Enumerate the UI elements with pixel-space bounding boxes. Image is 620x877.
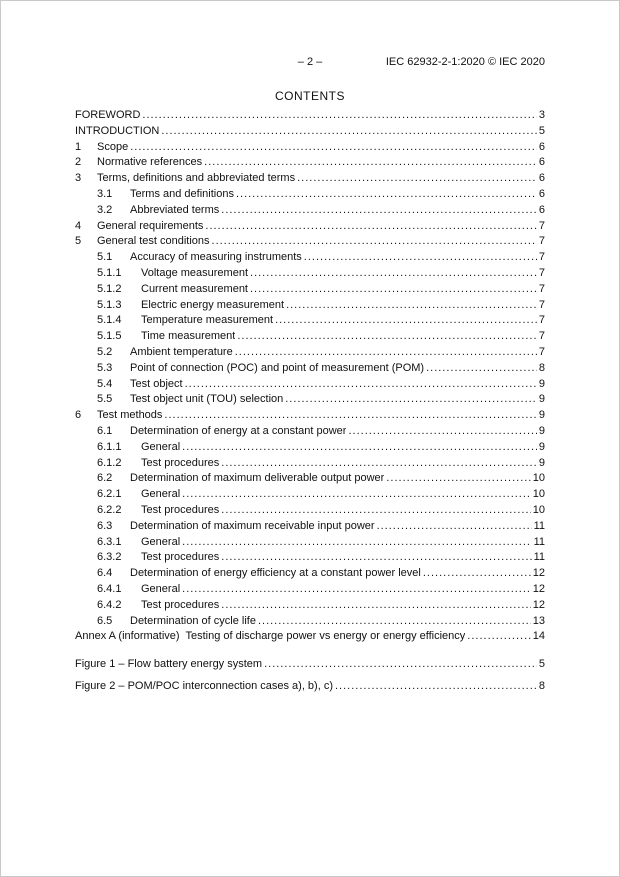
contents-heading: CONTENTS [275, 89, 345, 103]
toc-entry-number: 2 [75, 156, 82, 169]
toc-entry-number: 3.2 [97, 203, 113, 216]
toc-entry-number: 6.3.1 [97, 535, 122, 548]
toc-entry [75, 392, 545, 408]
dot-leader [205, 219, 536, 235]
toc-entry-page: 12 [532, 582, 545, 595]
toc-entry-label: Ambient temperature [130, 345, 233, 358]
toc-entry-number: 5.3 [97, 361, 113, 374]
dot-leader [258, 614, 531, 630]
toc-entry-page: 6 [538, 140, 545, 153]
toc-entry-label: FOREWORD [75, 109, 141, 121]
toc-entry [75, 471, 545, 487]
figure-entry-page: 5 [538, 658, 545, 671]
toc-entry-label: Electric energy measurement [141, 298, 285, 311]
toc-entry-label: Test object [130, 377, 183, 390]
dot-leader [386, 471, 530, 487]
toc-entry-label: General [141, 440, 181, 453]
toc-entry-page: 7 [538, 314, 545, 327]
table-of-contents [75, 108, 545, 701]
toc-entry [75, 582, 545, 598]
toc-entry-number: 6.3.2 [97, 551, 122, 564]
toc-entry-number: 3 [75, 172, 82, 185]
toc-entry-page: 10 [532, 503, 545, 516]
toc-entry-label: Test procedures [141, 551, 220, 564]
toc-entry-number: 6.3 [97, 519, 113, 532]
toc-entry-label: Determination of maximum receivable input power [130, 519, 375, 532]
toc-entry-page: 10 [532, 472, 545, 485]
dot-leader [237, 329, 537, 345]
toc-entry-page: 6 [538, 172, 545, 185]
toc-entry-number: 6 [75, 409, 82, 422]
toc-entry-page: 6 [538, 203, 545, 216]
toc-entry-label: General requirements [97, 219, 204, 232]
toc-entry [75, 219, 545, 235]
toc-entry [75, 282, 545, 298]
toc-entry-page: 11 [533, 519, 545, 532]
toc-entry-number: 5.1.4 [97, 314, 122, 327]
toc-entry [75, 408, 545, 424]
toc-entry-page: 12 [532, 598, 545, 611]
toc-entry-label: Terms, definitions and abbreviated terms [97, 172, 296, 185]
toc-entry [75, 203, 545, 219]
figure-entry-label: Figure 1 – Flow battery energy system [75, 658, 263, 671]
dot-leader [182, 582, 531, 598]
toc-entry-number: 5.1.5 [97, 330, 122, 343]
toc-entry-label: Normative references [97, 156, 203, 169]
toc-entry-page: 9 [538, 440, 545, 453]
toc-entry-number: 5.1.1 [97, 266, 122, 279]
toc-entry-number: 6.1.1 [97, 440, 122, 453]
toc-entry-number: 5 [75, 235, 82, 248]
toc-entry [75, 377, 545, 393]
toc-entry [75, 614, 545, 630]
toc-entry-page: 7 [538, 251, 545, 264]
toc-entry-page: 7 [538, 298, 545, 311]
toc-entry-label: Determination of cycle life [130, 614, 256, 627]
toc-entry-number: 6.5 [97, 614, 113, 627]
toc-entry-label: General [141, 535, 181, 548]
dot-leader [286, 298, 537, 314]
toc-entry [75, 187, 545, 203]
toc-entry [75, 598, 545, 614]
toc-entry-page: 9 [538, 377, 545, 390]
document-reference: IEC 62932-2-1:2020 © IEC 2020 [385, 56, 545, 68]
dot-leader [221, 550, 531, 566]
toc-entry-number: 6.2.2 [97, 503, 122, 516]
toc-entry-page: 9 [538, 409, 545, 422]
dot-leader [250, 282, 537, 298]
figure-entry-page: 8 [538, 679, 545, 692]
toc-entry [75, 424, 545, 440]
dot-leader [221, 503, 530, 519]
toc-entry-label: Test procedures [141, 456, 220, 469]
toc-entry [75, 266, 545, 282]
toc-entry [75, 345, 545, 361]
dot-leader [221, 598, 530, 614]
toc-entry-page: 8 [538, 361, 545, 374]
dot-leader [212, 234, 537, 250]
dot-leader [235, 345, 537, 361]
toc-entry-page: 14 [532, 630, 545, 643]
toc-entry-number: 6.1 [97, 424, 113, 437]
toc-entry-page: 3 [538, 109, 545, 121]
toc-entry-label: Current measurement [141, 282, 248, 295]
dot-leader [426, 361, 537, 377]
toc-entry [75, 329, 545, 345]
toc-entry-page: 12 [532, 567, 545, 580]
toc-entry [75, 440, 545, 456]
dot-leader [164, 408, 536, 424]
toc-entry [75, 250, 545, 266]
toc-entry-number: 6.1.2 [97, 456, 122, 469]
dot-leader [182, 440, 537, 456]
toc-entry-number: 5.4 [97, 377, 113, 390]
dot-leader [297, 171, 537, 187]
toc-entry-label: Determination of energy efficiency at a constant power level [130, 567, 421, 580]
figure-entry-label: Figure 2 – POM/POC interconnection cases a), b), c) [75, 679, 333, 692]
toc-entry-page: 9 [538, 424, 545, 437]
dot-leader [182, 487, 531, 503]
dot-leader [236, 187, 537, 203]
dot-leader [221, 203, 537, 219]
toc-entry-number: 6.4.2 [97, 598, 122, 611]
toc-entry-number: 6.4 [97, 567, 113, 580]
toc-entry [75, 234, 545, 250]
toc-entry-label: General [141, 488, 181, 501]
dot-leader [285, 392, 537, 408]
toc-entry-page: 6 [538, 187, 545, 200]
toc-entry-label: Temperature measurement [141, 314, 274, 327]
dot-leader [204, 155, 537, 171]
page-header [75, 55, 545, 69]
toc-entry-page: 13 [532, 614, 545, 627]
toc-entry-page: 7 [538, 235, 545, 248]
toc-list [75, 108, 545, 645]
toc-entry-label: Test methods [97, 409, 163, 422]
toc-entry [75, 108, 545, 124]
toc-entry-label: Test procedures [141, 598, 220, 611]
dot-leader [377, 519, 532, 535]
dot-leader [275, 313, 537, 329]
toc-entry-label: Test object unit (TOU) selection [130, 393, 284, 406]
toc-entry-label: General [141, 582, 181, 595]
toc-entry-number: 5.1.3 [97, 298, 122, 311]
toc-entry [75, 155, 545, 171]
toc-entry-number: 5.1 [97, 251, 113, 264]
toc-entry-page: 6 [538, 156, 545, 169]
toc-entry [75, 298, 545, 314]
toc-entry-label: Point of connection (POC) and point of measurement (POM) [130, 361, 425, 374]
dot-leader [250, 266, 537, 282]
toc-entry-label: Time measurement [141, 330, 236, 343]
toc-entry-page: 5 [538, 124, 545, 137]
figures-list [75, 657, 545, 695]
toc-entry-number: 6.2.1 [97, 488, 122, 501]
toc-entry-page: 7 [538, 330, 545, 343]
toc-entry [75, 361, 545, 377]
toc-entry-number: 3.1 [97, 187, 113, 200]
toc-entry [75, 503, 545, 519]
dot-leader [182, 535, 531, 551]
toc-entry-page: 7 [538, 266, 545, 279]
toc-entry-number: 5.1.2 [97, 282, 122, 295]
toc-entry-page: 11 [533, 535, 545, 548]
toc-entry-label: Scope [97, 140, 129, 153]
toc-entry-page: 9 [538, 456, 545, 469]
toc-entry [75, 140, 545, 156]
toc-entry-number: 5.2 [97, 345, 113, 358]
toc-entry [75, 487, 545, 503]
dot-leader [161, 124, 537, 140]
toc-entry-label: Abbreviated terms [130, 203, 220, 216]
toc-entry [75, 519, 545, 535]
dot-leader [264, 657, 537, 673]
toc-entry [75, 550, 545, 566]
toc-entry-page: 7 [538, 345, 545, 358]
toc-entry [75, 171, 545, 187]
toc-entry-page: 7 [538, 219, 545, 232]
toc-entry-page: 7 [538, 282, 545, 295]
dot-leader [221, 456, 537, 472]
dot-leader [348, 424, 536, 440]
toc-entry-page: 9 [538, 393, 545, 406]
toc-entry-label: Test procedures [141, 503, 220, 516]
dot-leader [185, 377, 537, 393]
toc-entry [75, 456, 545, 472]
toc-entry-number: 6.4.1 [97, 582, 122, 595]
toc-entry [75, 124, 545, 140]
toc-entry-page: 11 [533, 551, 545, 564]
dot-leader [467, 629, 530, 645]
toc-entry-label: Accuracy of measuring instruments [130, 251, 302, 264]
page-number-marker: – 2 – [297, 56, 323, 68]
dot-leader [335, 679, 537, 695]
toc-entry-label: Voltage measurement [141, 266, 249, 279]
dot-leader [423, 566, 531, 582]
figure-entry [75, 679, 545, 695]
toc-entry [75, 629, 545, 645]
dot-leader [304, 250, 537, 266]
toc-entry [75, 313, 545, 329]
toc-entry-label: INTRODUCTION [75, 124, 160, 137]
toc-entry-number: 5.5 [97, 393, 113, 406]
toc-entry [75, 566, 545, 582]
dot-leader [142, 108, 536, 124]
toc-entry-label: General test conditions [97, 235, 210, 248]
toc-entry-label: Determination of energy at a constant power [130, 424, 347, 437]
toc-entry-label: Terms and definitions [130, 187, 234, 200]
toc-entry-label: Determination of maximum deliverable output power [130, 472, 385, 485]
toc-entry [75, 535, 545, 551]
dot-leader [130, 140, 537, 156]
toc-entry-page: 10 [532, 488, 545, 501]
figure-entry [75, 657, 545, 673]
toc-entry-number: 4 [75, 219, 82, 232]
toc-entry-number: 1 [75, 140, 82, 153]
toc-entry-label: Annex A (informative) Testing of discharge power vs energy or energy efficiency [75, 630, 466, 643]
toc-entry-number: 6.2 [97, 472, 113, 485]
